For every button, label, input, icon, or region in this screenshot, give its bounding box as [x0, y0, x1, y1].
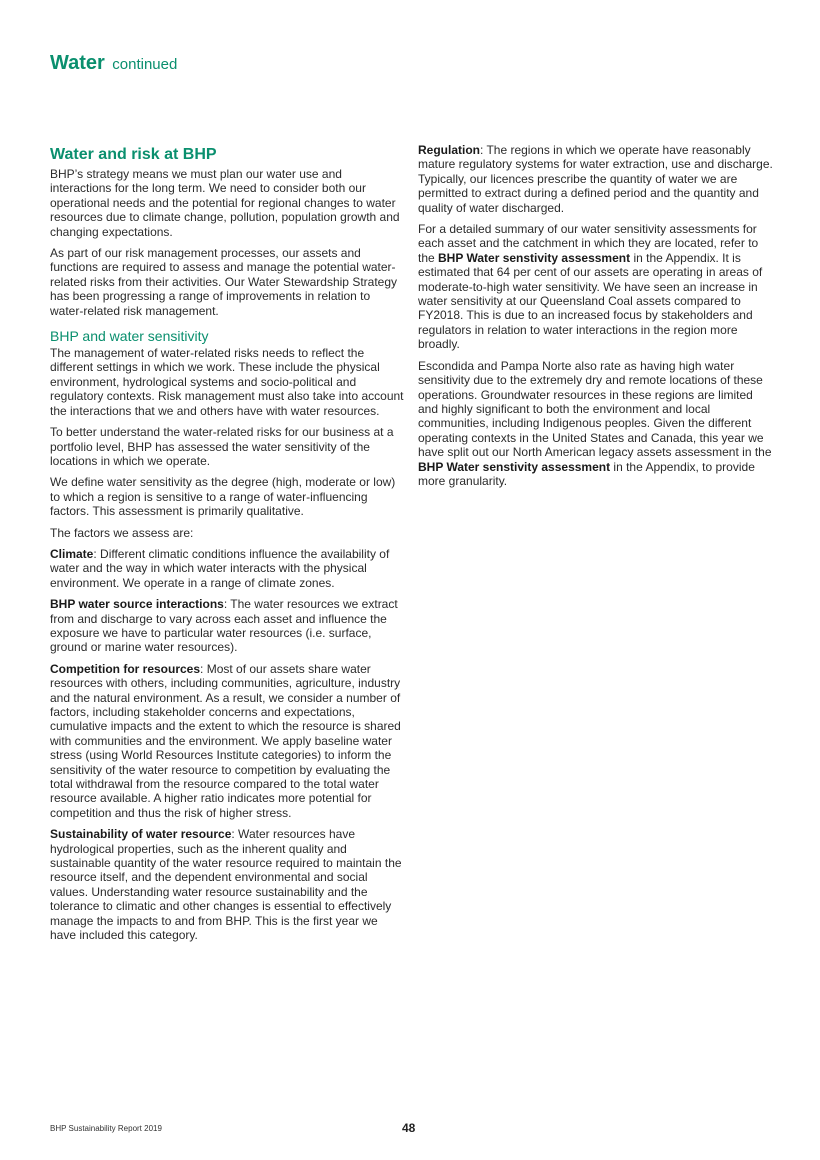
paragraph: BHP’s strategy means we must plan our water use and interactions for the long term. We need to consider both our operational needs and the potential for regional changes to water resources due to climate change, pollution, population growth and changing expectations. — [50, 167, 400, 239]
factor-text: : The regions in which we operate have reasonably mature regulatory systems for water extraction, use and discharge. Typically, our licences prescribe the quantity of water we are permitted to extract during a defined period and the quantity and quality of water discharged. — [418, 143, 773, 215]
heading-water-and-risk: Water and risk at BHP — [50, 146, 217, 163]
factor-label: Competition for resources — [50, 661, 201, 676]
factor-text: : The water resources we extract from and discharge to vary across each asset and influence the exposure we have to particular water resources (i.e. surface, ground or marine water resources). — [50, 597, 398, 655]
paragraph — [418, 359, 774, 489]
text: For a detailed summary of our water sensitivity assessments for each asset and the catchment in which they are located, refer to the — [418, 222, 759, 265]
factor-competition — [50, 662, 406, 820]
text: in the Appendix. It is estimated that 64 per cent of our assets are operating in areas of moderate-to-high water sensitivity. We have seen an increase in water sensitivity at our Queensland Coal assets compared to FY2018. This is due to an increased focus by stakeholders and regulators in relation to water interactions in the region more broadly. — [418, 250, 763, 352]
left-column — [50, 146, 406, 950]
page-number: 48 — [402, 1121, 416, 1135]
appendix-reference: BHP Water senstivity assessment — [438, 250, 631, 265]
factor-text: : Water resources have hydrological properties, such as the inherent quality and sustainable quantity of the water resource required to maintain the resource itself, and the dependent environmental and social values. Understanding water resource sustainability and the tolerance to climatic and other changes is essential to effectively manage the impacts to and from BHP. This is the first year we have included this category. — [50, 827, 402, 943]
factor-water-source — [50, 597, 406, 655]
factor-label: BHP water source interactions — [50, 597, 224, 612]
factor-sustainability — [50, 827, 406, 942]
right-column — [418, 143, 774, 495]
paragraph: We define water sensitivity as the degree (high, moderate or low) to which a region is sensitive to a range of water-influencing factors. This assessment is primarily qualitative. — [50, 475, 396, 519]
factor-climate — [50, 547, 406, 590]
paragraph: The factors we assess are: — [50, 525, 194, 540]
paragraph: The management of water-related risks needs to reflect the different settings in which we work. These include the physical environment, hydrological systems and socio-political and regulatory contexts. Risk management must also take into account the interactions that we and others have with water resources. — [50, 346, 404, 418]
section-title: Water — [50, 52, 105, 74]
paragraph: To better understand the water-related risks for our business at a portfolio level, BHP has assessed the water sensitivity of the locations in which we operate. — [50, 425, 394, 468]
section-subtitle: continued — [112, 56, 178, 73]
footer-report-title: BHP Sustainability Report 2019 — [50, 1124, 162, 1133]
factor-text: : Most of our assets share water resources with others, including communities, agriculture, industry and the natural environment. As a result, we consider a number of factors, including stakeholder concerns and expectations, cumulative impacts and the extent to which the resource is shared with communities and the environment. We apply baseline water stress (using World Resources Institute categories) to inform the sensitivity of the water resource to competition by evaluating the total withdrawal from the resource compared to the total water resource available. A higher ratio indicates more potential for competition and thus the risk of higher stress. — [50, 661, 401, 820]
appendix-reference: BHP Water senstivity assessment — [418, 459, 611, 474]
factor-text: : Different climatic conditions influence the availability of water and the way in which water interacts with the physical environment. We operate in a range of climate zones. — [50, 546, 390, 590]
factor-regulation — [418, 143, 774, 215]
factor-label: Regulation — [418, 143, 480, 157]
text: Escondida and Pampa Norte also rate as having high water sensitivity due to the extremely dry and remote locations of these operations. Groundwater resources in these regions are limited and highly significant to both the environment and local communities, including Indigenous peoples. Given the different operating contexts in the United States and Canada, this year we have split out our North American legacy assets assessment in the — [418, 358, 772, 460]
text: in the Appendix, to provide more granularity. — [418, 459, 755, 488]
paragraph: As part of our risk management processes, our assets and functions are required to assess and manage the potential water-related risks from their activities. Our Water Stewardship Strategy has been progressing a range of improvements in relation to water-related risk management. — [50, 246, 398, 318]
factor-label: Climate — [50, 546, 94, 561]
paragraph — [418, 222, 774, 352]
page-header — [50, 52, 177, 75]
factor-label: Sustainability of water resource — [50, 827, 232, 842]
heading-water-sensitivity: BHP and water sensitivity — [50, 328, 209, 345]
